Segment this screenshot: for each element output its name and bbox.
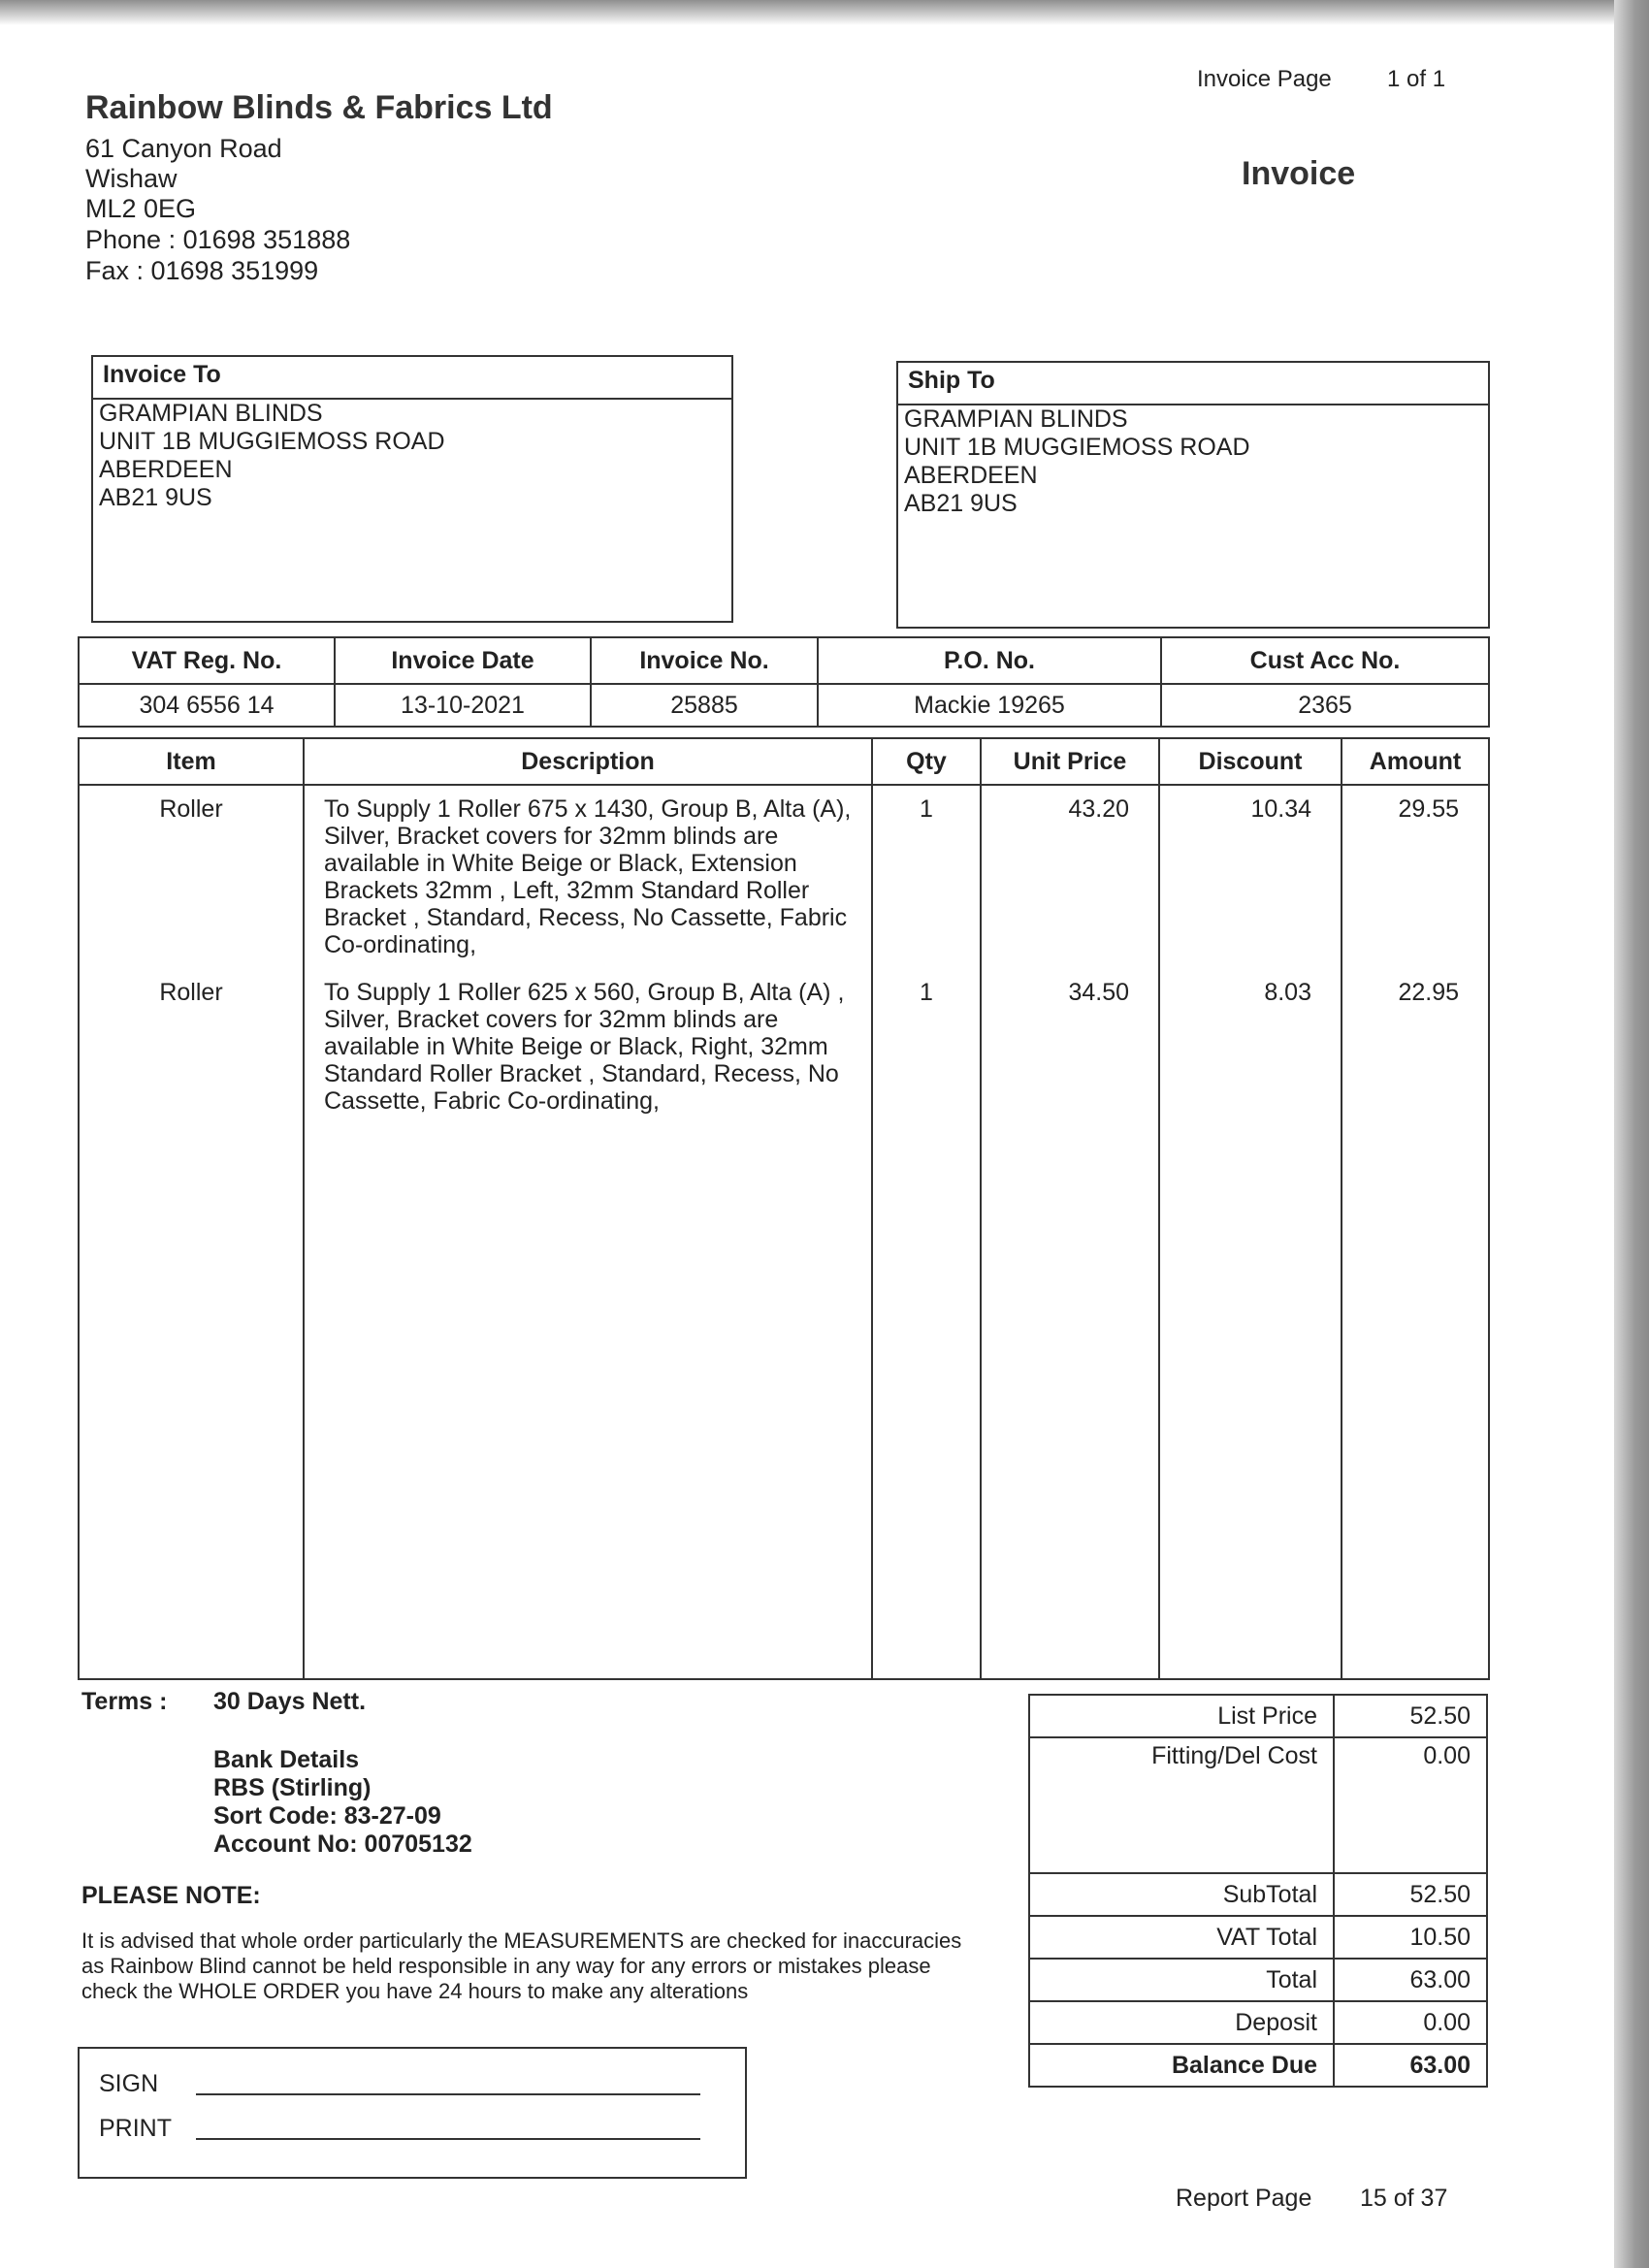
item-amount: 29.55: [1342, 785, 1489, 969]
info-header-invoice-no: Invoice No.: [591, 637, 818, 684]
terms-label: Terms :: [81, 1688, 168, 1715]
company-address-line-2: Wishaw: [85, 164, 178, 193]
print-label: PRINT: [99, 2115, 172, 2142]
balance-due-label: Balance Due: [1029, 2044, 1334, 2087]
balance-due-value: 63.00: [1334, 2044, 1487, 2087]
signature-box: [78, 2047, 747, 2179]
bank-sort-code: Sort Code: 83-27-09: [213, 1802, 441, 1830]
item-name: Roller: [79, 785, 304, 969]
items-header-amount: Amount: [1342, 738, 1489, 785]
scan-top-shadow: [0, 0, 1649, 25]
info-header-cust-acc: Cust Acc No.: [1161, 637, 1489, 684]
invoice-to-line: ABERDEEN: [99, 456, 233, 483]
items-header-item: Item: [79, 738, 304, 785]
ship-to-line: GRAMPIAN BLINDS: [904, 405, 1128, 433]
report-page-label: Report Page: [1176, 2185, 1312, 2212]
item-discount: 10.34: [1159, 785, 1342, 969]
invoice-to-heading: Invoice To: [93, 357, 731, 400]
item-unit-price: 43.20: [981, 785, 1159, 969]
list-price-value: 52.50: [1334, 1695, 1487, 1737]
list-price-label: List Price: [1029, 1695, 1334, 1737]
sign-line[interactable]: [196, 2093, 700, 2095]
item-description: To Supply 1 Roller 675 x 1430, Group B, Alta (A), Silver, Bracket covers for 32mm blinds are available in White Beige or Black, Extension Brackets 32mm , Left, 32mm Standard Roller Bracket , Standard, Recess, No Cassette, Fabric Co-ordinating,: [304, 785, 872, 969]
invoice-to-line: UNIT 1B MUGGIEMOSS ROAD: [99, 428, 445, 455]
item-description: To Supply 1 Roller 625 x 560, Group B, Alta (A) , Silver, Bracket covers for 32mm blinds are available in White Beige or Black, Right, 32mm Standard Roller Bracket , Standard, Recess, No Cassette, Fabric Co-ordinating,: [304, 969, 872, 1679]
info-header-po: P.O. No.: [818, 637, 1161, 684]
item-discount: 8.03: [1159, 969, 1342, 1679]
company-address-line-3: ML2 0EG: [85, 194, 197, 223]
invoice-to-line: AB21 9US: [99, 484, 212, 511]
items-header-unit-price: Unit Price: [981, 738, 1159, 785]
invoice-to-line: GRAMPIAN BLINDS: [99, 400, 323, 427]
info-po-value: Mackie 19265: [818, 684, 1161, 727]
sign-label: SIGN: [99, 2070, 159, 2097]
vat-total-label: VAT Total: [1029, 1916, 1334, 1959]
print-line[interactable]: [196, 2138, 700, 2140]
totals-row: [1029, 1873, 1487, 1916]
info-date-value: 13-10-2021: [335, 684, 591, 727]
bank-account: Account No: 00705132: [213, 1831, 472, 1858]
total-value: 63.00: [1334, 1959, 1487, 2001]
totals-row: [1029, 2044, 1487, 2087]
deposit-value: 0.00: [1334, 2001, 1487, 2044]
items-header-description: Description: [304, 738, 872, 785]
info-cust-acc-value: 2365: [1161, 684, 1489, 727]
info-header-date: Invoice Date: [335, 637, 591, 684]
items-header-qty: Qty: [872, 738, 981, 785]
ship-to-box: [896, 361, 1490, 629]
invoice-to-box: [91, 355, 733, 623]
item-qty: 1: [872, 969, 981, 1679]
items-header-discount: Discount: [1159, 738, 1342, 785]
bank-details-heading: Bank Details: [213, 1746, 360, 1773]
fitting-cost-value: 0.00: [1334, 1737, 1487, 1873]
scan-edge-shadow: [1614, 0, 1649, 2268]
subtotal-label: SubTotal: [1029, 1873, 1334, 1916]
item-amount: 22.95: [1342, 969, 1489, 1679]
info-vat-value: 304 6556 14: [79, 684, 335, 727]
table-row: [79, 785, 1489, 969]
ship-to-line: UNIT 1B MUGGIEMOSS ROAD: [904, 434, 1250, 461]
ship-to-line: ABERDEEN: [904, 462, 1038, 489]
ship-to-line: AB21 9US: [904, 490, 1018, 517]
company-fax: Fax : 01698 351999: [85, 256, 319, 285]
totals-row: [1029, 1737, 1487, 1873]
subtotal-value: 52.50: [1334, 1873, 1487, 1916]
info-header-row: [79, 637, 1489, 684]
please-note-text: It is advised that whole order particularly the MEASUREMENTS are checked for inaccuracies as Rainbow Blind cannot be held responsible in any way for any errors or mistakes please check the WHOLE ORDER you have 24 hours to make any alterations: [81, 1928, 962, 2003]
invoice-title: Invoice: [1242, 155, 1356, 192]
totals-table: [1028, 1694, 1488, 2088]
ship-to-heading: Ship To: [898, 363, 1488, 405]
total-label: Total: [1029, 1959, 1334, 2001]
item-unit-price: 34.50: [981, 969, 1159, 1679]
company-phone: Phone : 01698 351888: [85, 225, 351, 254]
company-address-line-1: 61 Canyon Road: [85, 134, 282, 163]
info-value-row: [79, 684, 1489, 727]
invoice-page-label: Invoice Page: [1197, 66, 1332, 92]
vat-total-value: 10.50: [1334, 1916, 1487, 1959]
item-qty: 1: [872, 785, 981, 969]
invoice-info-table: [78, 636, 1490, 728]
table-row: [79, 969, 1489, 1679]
totals-row: [1029, 1959, 1487, 2001]
totals-row: [1029, 2001, 1487, 2044]
info-header-vat: VAT Reg. No.: [79, 637, 335, 684]
totals-row: [1029, 1695, 1487, 1737]
totals-row: [1029, 1916, 1487, 1959]
invoice-page-value: 1 of 1: [1387, 66, 1446, 92]
terms-value: 30 Days Nett.: [213, 1688, 367, 1715]
deposit-label: Deposit: [1029, 2001, 1334, 2044]
line-items-table: [78, 737, 1490, 1680]
please-note-heading: PLEASE NOTE:: [81, 1882, 261, 1909]
bank-name: RBS (Stirling): [213, 1774, 372, 1801]
item-name: Roller: [79, 969, 304, 1679]
report-page-value: 15 of 37: [1360, 2185, 1448, 2212]
items-header-row: [79, 738, 1489, 785]
fitting-cost-label: Fitting/Del Cost: [1029, 1737, 1334, 1873]
info-invoice-no-value: 25885: [591, 684, 818, 727]
company-name: Rainbow Blinds & Fabrics Ltd: [85, 89, 553, 126]
